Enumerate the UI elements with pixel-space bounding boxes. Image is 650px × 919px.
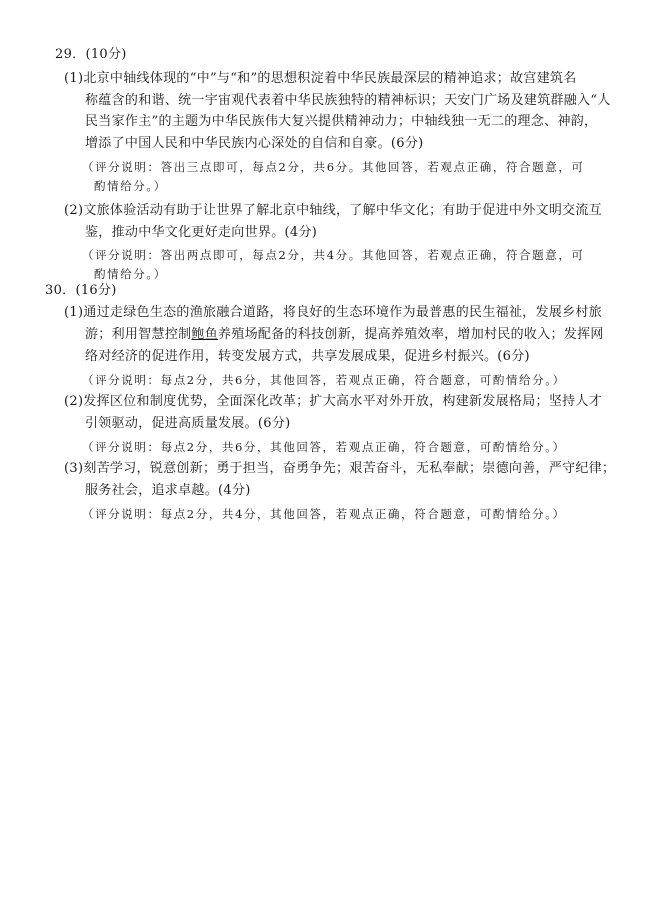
q30-p2-line: (2)发挥区位和制度优势，全面深化改革；扩大高水平对外开放，构建新发展格局；坚持人才	[64, 394, 603, 409]
q30-p1-scoring-note: （评分说明：每点2分，共6分，其他回答，若观点正确，符合题意，可酌情给分。）	[82, 373, 566, 387]
q29-p2-scoring-note: （评分说明：答出两点即可，每点2分，共4分。其他回答，若观点正确，符合题意，可	[82, 248, 585, 262]
q29-p1-line: 增添了中国人民和中华民族内心深处的自信和自豪。(6分)	[85, 136, 424, 151]
q30-p3-scoring-note: （评分说明：每点2分，共4分，其他回答，若观点正确，符合题意，可酌情给分。）	[82, 507, 566, 521]
q29-p2-line: 鉴，推动中华文化更好走向世界。(4分)	[85, 225, 318, 240]
q29-p1-line: 民当家作主”的主题为中华民族伟大复兴提供精神动力；中轴线独一无二的理念、神韵，	[85, 114, 598, 129]
q30-p1-line: 络对经济的促进作用，转变发展方式，共享发展成果，促进乡村振兴。(6分)	[85, 349, 530, 364]
q29-p1-scoring-note: 酌情给分。）	[94, 179, 167, 193]
q30-p3-line: 服务社会，追求卓越。(4分)	[85, 483, 251, 498]
q30-p3-line: (3)刻苦学习，锐意创新；勇于担当，奋勇争先；艰苦奋斗，无私奉献；崇德向善，严守纪律；	[64, 461, 616, 476]
q30-p1-text: 游；利用智慧控制	[85, 327, 192, 342]
q30-p1-text: 养殖场配备的科技创新，提高养殖效率，增加村民的收入；发挥网	[218, 327, 604, 342]
q29-p1-line: (1)北京中轴线体现的“中”与“和”的思想积淀着中华民族最深层的精神追求；故宫建筑名	[64, 71, 577, 86]
q29-p2-line: (2)文旅体验活动有助于让世界了解北京中轴线，了解中华文化；有助于促进中外文明交流互	[64, 203, 603, 218]
q30-p2-scoring-note: （评分说明：每点2分，共6分，其他回答，若观点正确，符合题意，可酌情给分。）	[82, 440, 566, 454]
q30-p2-line: 引领驱动，促进高质量发展。(6分)	[85, 416, 291, 431]
q29-p1-scoring-note: （评分说明：答出三点即可，每点2分，共6分。其他回答，若观点正确，符合题意，可	[82, 160, 585, 174]
q30-p1-line	[85, 327, 604, 343]
q29-p2-scoring-note: 酌情给分。）	[94, 267, 167, 281]
q30-header: 30．(16分)	[45, 283, 117, 298]
q29-header: 29．(10分)	[55, 47, 127, 62]
q30-p1-line: (1)通过走绿色生态的渔旅融合道路，将良好的生态环境作为最普惠的民生福祉，发展乡村旅	[64, 305, 603, 320]
q29-p1-line: 称蕴含的和谐、统一宇宙观代表着中华民族独特的精神标识；天安门广场及建筑群融入“人	[85, 93, 611, 108]
underlined-term: 鲍鱼	[191, 327, 219, 342]
